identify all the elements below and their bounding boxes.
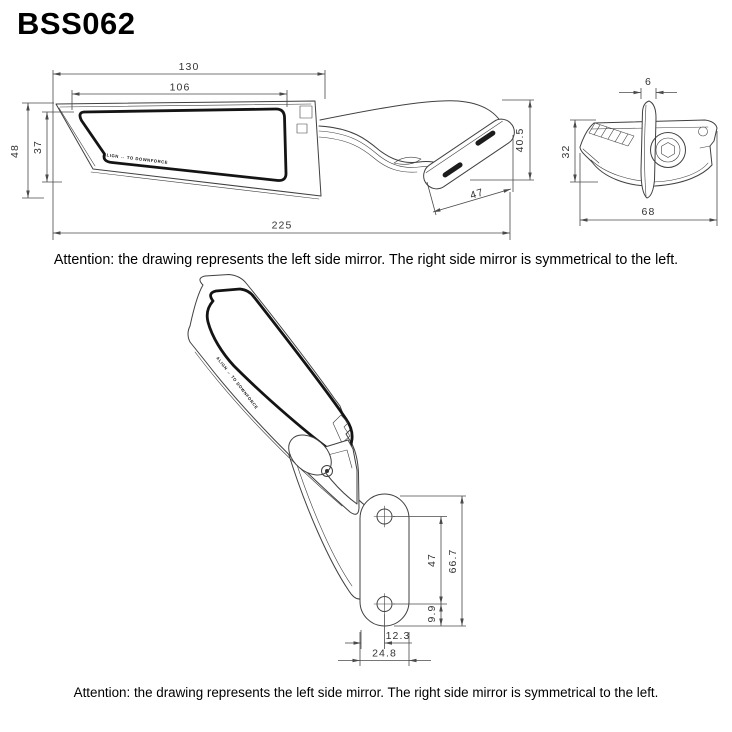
dim-47-side-label: 47 [468, 186, 486, 202]
dim-130-label: 130 [178, 61, 200, 73]
dim-40-5-label: 40.5 [514, 127, 526, 153]
dim-24-8-label: 24.8 [372, 647, 397, 660]
part-number-title: BSS062 [17, 6, 136, 41]
dim-48-label: 48 [9, 144, 21, 158]
hinge-screw-center [325, 469, 329, 473]
hatch-line-5 [622, 134, 628, 144]
side-view-drawing [0, 55, 560, 250]
base-plate-top [360, 494, 409, 626]
engraving-side: ALIGN ↔ TO DOWNFORCE [102, 152, 169, 165]
pivot-front [651, 133, 686, 168]
housing-inner-top [60, 104, 311, 107]
top-view-drawing [165, 268, 485, 678]
glass-edge-hatch [589, 123, 634, 146]
dim-32 [560, 120, 598, 182]
dim-9-9-label: 9.9 [426, 604, 438, 623]
base-plate-outline [419, 114, 520, 194]
hatch-line-1 [594, 125, 600, 135]
mirror-housing-side [56, 101, 321, 199]
attention-note-top: Attention: the drawing represents the left side mirror. The right side mirror is symmetrical to the left. [53, 252, 679, 268]
front-view-drawing [540, 58, 732, 233]
dim-37-label: 37 [32, 140, 44, 154]
pivot-hex-bolt [662, 143, 675, 158]
dim-66-7-label: 66.7 [447, 548, 459, 574]
base-plate-side [419, 114, 520, 194]
dim-32-label: 32 [560, 144, 572, 159]
housing-front-screw-hole [699, 127, 708, 136]
dim-6-label: 6 [645, 76, 652, 88]
pivot-inner-circle [656, 138, 680, 162]
dim-6 [619, 76, 677, 99]
housing-outline [56, 101, 321, 196]
dim-106-label: 106 [169, 81, 191, 94]
dim-9-9 [426, 604, 441, 626]
dim-225-label: 225 [271, 219, 293, 232]
housing-inner-left [59, 108, 95, 166]
blade-front-outline [641, 101, 656, 198]
dim-47-top-label: 47 [426, 553, 438, 567]
dim-68-label: 68 [641, 206, 656, 218]
hatch-outline [589, 123, 634, 146]
mount-tab-lower [297, 124, 307, 133]
dim-225 [53, 192, 510, 240]
mirror-glass-side [80, 109, 286, 181]
mount-tab-upper [300, 106, 312, 118]
housing-front-step [700, 146, 710, 148]
dim-12-3-label: 12.3 [385, 630, 411, 642]
engraving-top: ALIGN ↔ TO DOWNFORCE [215, 355, 260, 411]
blade-front [641, 101, 656, 198]
attention-note-bottom: Attention: the drawing represents the left side mirror. The right side mirror is symmetrical to the left. [73, 685, 659, 700]
hatch-line-3 [608, 129, 614, 139]
hatch-line-4 [615, 132, 621, 142]
arm-top-curve [320, 101, 504, 128]
